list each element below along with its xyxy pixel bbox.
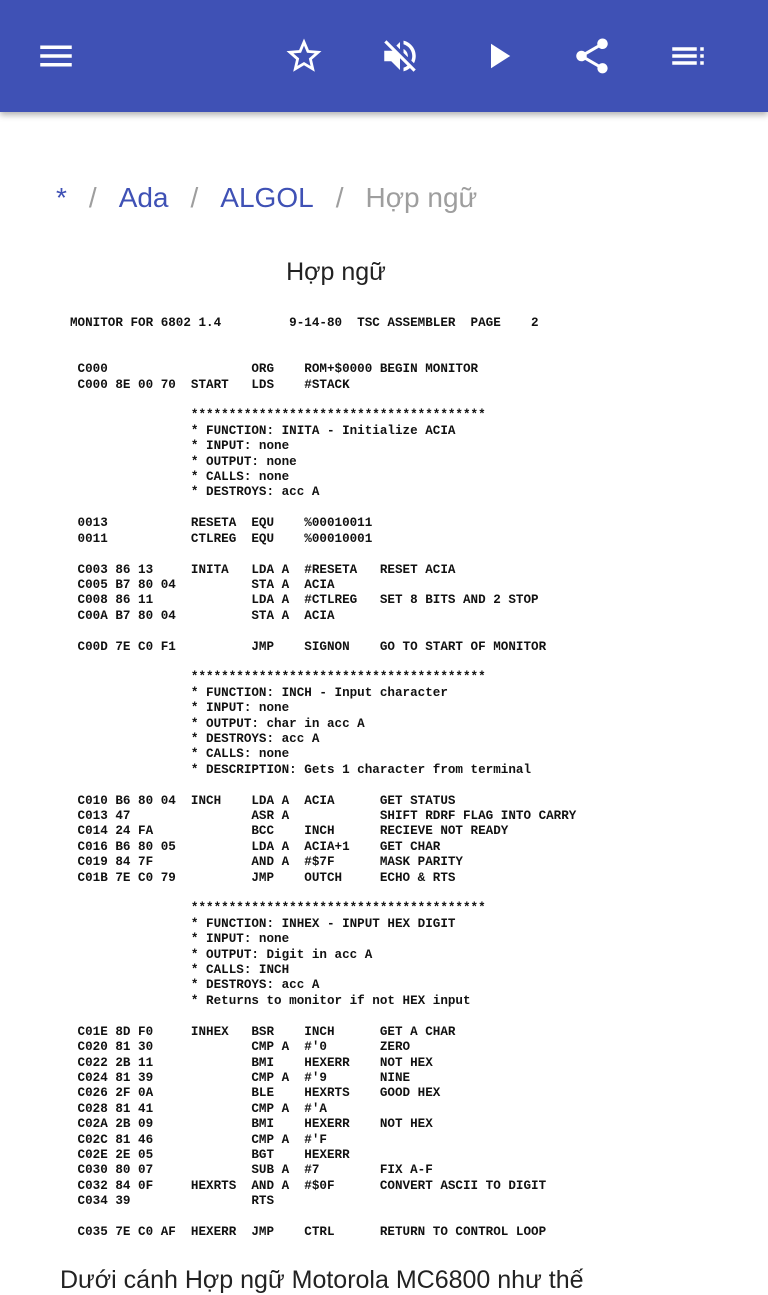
listing-line: C02C 81 46 CMP A #'F [70,1132,327,1147]
breadcrumb-separator: / [190,182,199,213]
listing-line: C014 24 FA BCC INCH RECIEVE NOT READY [70,824,509,839]
listing-line: C024 81 39 CMP A #'9 NINE [70,1070,411,1085]
listing-line: * OUTPUT: char in acc A [70,716,365,731]
volume-off-icon [379,35,421,77]
listing-line: C030 80 07 SUB A #7 FIX A-F [70,1163,433,1178]
favorite-button[interactable] [276,28,332,84]
listing-line: * CALLS: none [70,470,290,485]
listing-line: * OUTPUT: Digit in acc A [70,947,373,962]
listing-line: C000 ORG ROM+$0000 BEGIN MONITOR [70,362,479,377]
share-button[interactable] [564,28,620,84]
listing-line: MONITOR FOR 6802 1.4 9-14-80 TSC ASSEMBLER PAGE 2 [70,316,539,330]
playlist-icon [667,35,709,77]
play-icon [477,35,519,77]
listing-line: * CALLS: none [70,747,290,762]
listing-line: C034 39 RTS [70,1194,275,1209]
listing-line: C02E 2E 05 BGT HEXERR [70,1147,350,1162]
breadcrumb-link-algol[interactable]: ALGOL [220,182,314,213]
listing-line: * Returns to monitor if not HEX input [70,993,471,1008]
listing-line: * DESTROYS: acc A [70,485,320,500]
listing-line: C026 2F 0A BLE HEXRTS GOOD HEX [70,1086,441,1101]
listing-line: C00A B7 80 04 STA A ACIA [70,608,335,623]
listing-line: *************************************** [70,901,486,916]
listing-line: C022 2B 11 BMI HEXERR NOT HEX [70,1055,433,1070]
mute-button[interactable] [372,28,428,84]
listing-line: C01B 7E C0 79 JMP OUTCH ECHO & RTS [70,870,456,885]
listing-line: * OUTPUT: none [70,454,297,469]
hamburger-menu-icon [35,35,77,77]
app-bar [0,0,768,112]
breadcrumb [56,178,477,218]
listing-line: * FUNCTION: INHEX - INPUT HEX DIGIT [70,916,456,931]
breadcrumb-current: Hợp ngữ [365,182,478,213]
play-button[interactable] [470,28,526,84]
listing-line: C013 47 ASR A SHIFT RDRF FLAG INTO CARRY [70,809,577,823]
listing-line: * INPUT: none [70,932,290,947]
listing-line: 0013 RESETA EQU %00010011 [70,516,373,531]
listing-line: *************************************** [70,670,486,685]
listing-line: C035 7E C0 AF HEXERR JMP CTRL RETURN TO CONTROL LOOP [70,1224,547,1239]
listing-line: C020 81 30 CMP A #'0 ZERO [70,1040,411,1055]
assembly-listing-image[interactable] [70,316,576,1240]
listing-line: C028 81 41 CMP A #'A [70,1101,327,1116]
breadcrumb-separator: / [335,182,344,213]
listing-line: C02A 2B 09 BMI HEXERR NOT HEX [70,1117,433,1132]
listing-line: * DESCRIPTION: Gets 1 character from terminal [70,762,532,777]
listing-line: * INPUT: none [70,701,290,716]
star-outline-icon [283,35,325,77]
listing-line: C008 86 11 LDA A #CTLREG SET 8 BITS AND 2 STOP [70,593,539,608]
listing-line: * FUNCTION: INITA - Initialize ACIA [70,423,456,438]
share-icon [571,35,613,77]
contents-button[interactable] [660,28,716,84]
listing-line: C00D 7E C0 F1 JMP SIGNON GO TO START OF MONITOR [70,639,547,654]
breadcrumb-home-link[interactable]: * [56,182,67,213]
listing-line: C032 84 0F HEXRTS AND A #$0F CONVERT ASCII TO DIGIT [70,1178,547,1193]
listing-line: * FUNCTION: INCH - Input character [70,685,448,700]
listing-line: 0011 CTLREG EQU %00010001 [70,531,373,546]
figure-caption: Hợp ngữ [286,258,386,286]
listing-line: C016 B6 80 05 LDA A ACIA+1 GET CHAR [70,839,441,854]
listing-line: C01E 8D F0 INHEX BSR INCH GET A CHAR [70,1024,456,1039]
menu-button[interactable] [28,28,84,84]
listing-line: C005 B7 80 04 STA A ACIA [70,577,335,592]
listing-line: C019 84 7F AND A #$7F MASK PARITY [70,855,463,870]
listing-line: C000 8E 00 70 START LDS #STACK [70,377,350,392]
listing-line: *************************************** [70,408,486,423]
listing-line: * CALLS: INCH [70,963,290,978]
listing-line: C003 86 13 INITA LDA A #RESETA RESET ACIA [70,562,456,577]
listing-line: * DESTROYS: acc A [70,978,320,993]
listing-line: * DESTROYS: acc A [70,731,320,746]
article-text: Dưới cánh Hợp ngữ Motorola MC6800 như thế [60,1266,584,1294]
breadcrumb-link-ada[interactable]: Ada [118,182,169,213]
listing-line: C010 B6 80 04 INCH LDA A ACIA GET STATUS [70,793,456,808]
breadcrumb-separator: / [88,182,97,213]
listing-line: * INPUT: none [70,439,290,454]
